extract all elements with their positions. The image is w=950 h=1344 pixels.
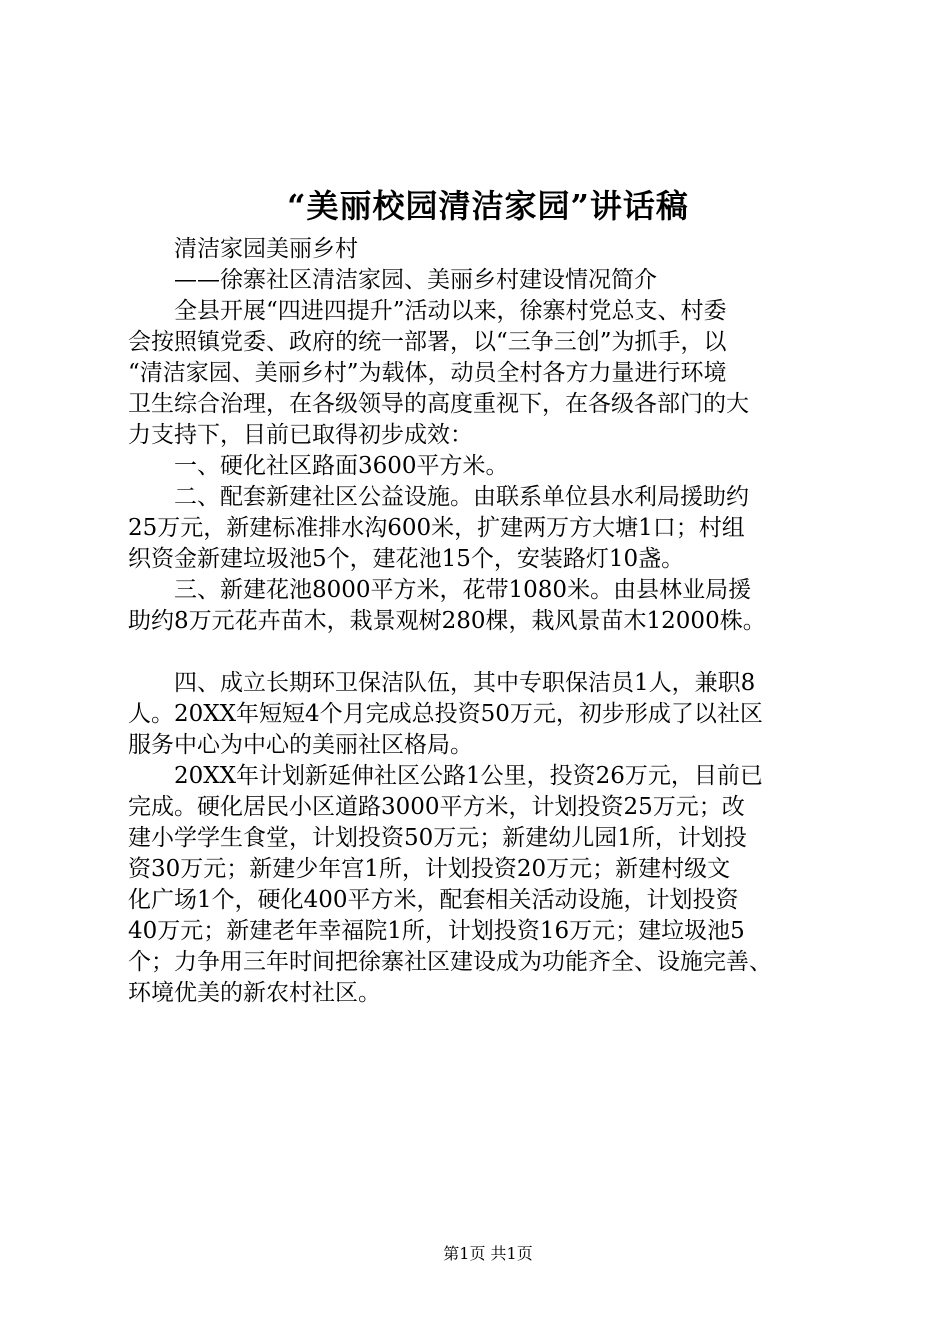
text-line: 全县开展“四进四提升”活动以来，徐寨村党总支、村委: [128, 298, 727, 324]
text-line: 助约8万元花卉苗木，栽景观树280棵，栽风景苗木12000株。: [128, 608, 766, 634]
document-title: “美丽校园清洁家园”讲话稿: [287, 187, 689, 225]
blank-line: [128, 637, 854, 668]
text-line: “清洁家园、美丽乡村”为载体，动员全村各方力量进行环境: [128, 360, 727, 386]
text-line: 力支持下，目前已取得初步成效：: [128, 422, 473, 448]
text-line: ——徐寨社区清洁家园、美丽乡村建设情况简介: [128, 267, 657, 293]
text-line: 资30万元；新建少年宫1所，计划投资20万元；新建村级文: [128, 856, 731, 882]
text-line: 建小学学生食堂，计划投资50万元；新建幼儿园1所，计划投: [128, 825, 747, 851]
text-line: 卫生综合治理，在各级领导的高度重视下，在各级各部门的大: [128, 391, 749, 417]
text-line: 个；力争用三年时间把徐寨社区建设成为功能齐全、设施完善、: [128, 949, 772, 975]
text-line: 二、配套新建社区公益设施。由联系单位县水利局援助约: [128, 484, 749, 510]
text-line: 会按照镇党委、政府的统一部署，以“三争三创”为抓手，以: [128, 329, 727, 355]
text-line: 三、新建花池8000平方米，花带1080米。由县林业局援: [128, 577, 752, 603]
text-line: 一、硬化社区路面3600平方米。: [128, 453, 509, 479]
text-line: 四、成立长期环卫保洁队伍，其中专职保洁员1人，兼职8: [128, 670, 756, 696]
document-body: [128, 234, 854, 1009]
text-line: 环境优美的新农村社区。: [128, 980, 381, 1006]
page-number-footer: 第1页 共1页: [443, 1244, 533, 1263]
text-line: 20XX年计划新延伸社区公路1公里，投资26万元，目前已: [128, 763, 763, 789]
text-line: 化广场1个，硬化400平方米，配套相关活动设施，计划投资: [128, 887, 739, 913]
text-line: 人。20XX年短短4个月完成总投资50万元，初步形成了以社区: [128, 701, 763, 727]
text-line: 完成。硬化居民小区道路3000平方米，计划投资25万元；改: [128, 794, 745, 820]
text-line: 40万元；新建老年幸福院1所，计划投资16万元；建垃圾池5: [128, 918, 745, 944]
text-line: 织资金新建垃圾池5个，建花池15个，安装路灯10盏。: [128, 546, 685, 572]
text-line: 25万元，新建标准排水沟600米，扩建两万方大塘1口；村组: [128, 515, 745, 541]
text-line: 清洁家园美丽乡村: [128, 236, 358, 262]
text-line: 服务中心为中心的美丽社区格局。: [128, 732, 473, 758]
